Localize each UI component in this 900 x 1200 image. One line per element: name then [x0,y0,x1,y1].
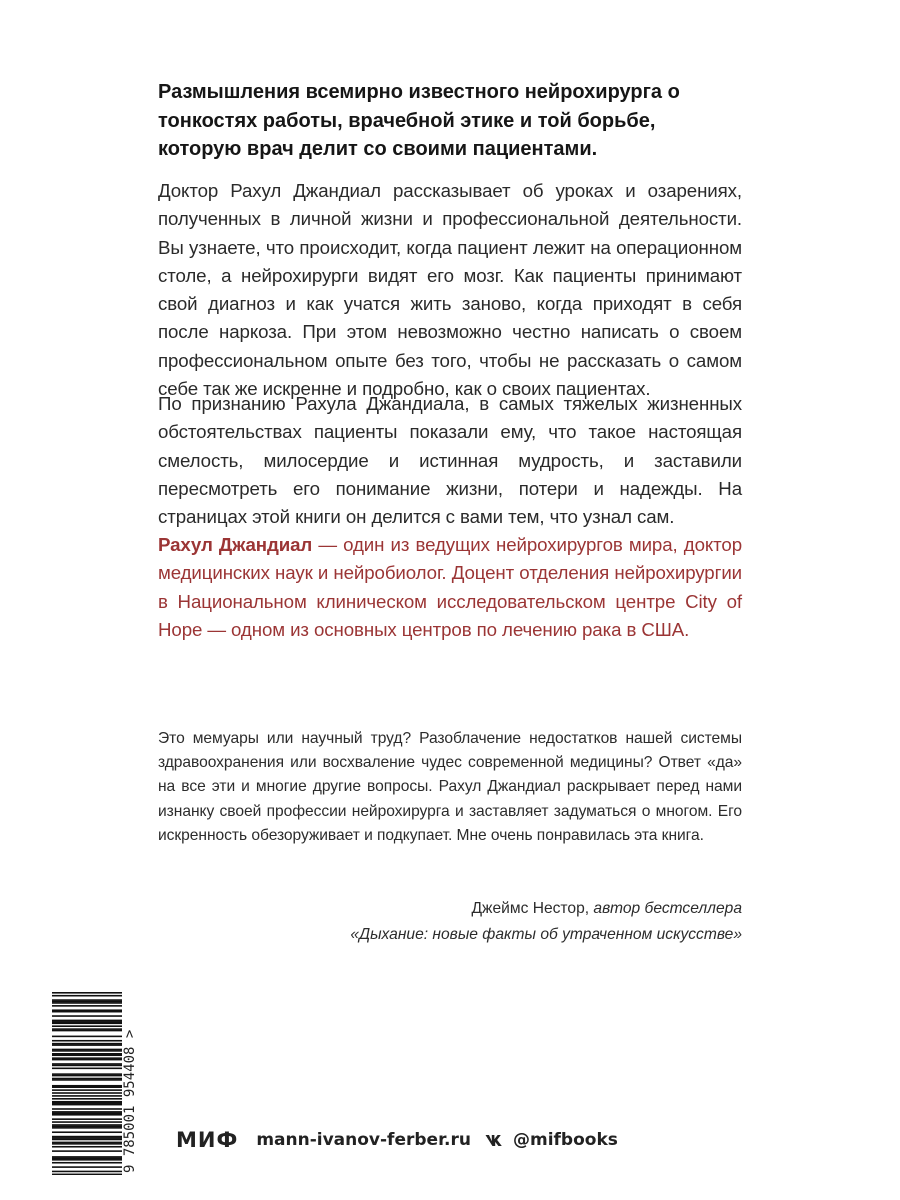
barcode-bar [52,1146,122,1148]
barcode-bar [52,1089,122,1091]
barcode-bar [52,1049,122,1051]
barcode-bar [52,1015,122,1017]
barcode-bar [52,1009,122,1011]
barcode-bar [52,1166,122,1168]
barcode-bar [52,1127,122,1129]
lead-paragraph: Размышления всемирно известного нейрохирурга о тонкостях работы, врачебной этике и той борьбе, которую врач делит со своими пациентами. [158,81,680,160]
barcode-digits: 9 785001 954408 > [122,1029,138,1173]
barcode-bar [52,1023,122,1025]
barcode-bar [52,1101,122,1103]
barcode-bar [52,1150,122,1152]
barcode-bar [52,1159,122,1161]
barcode-bar [52,1028,122,1030]
barcode-bar [52,1054,122,1056]
barcode-bar [52,1111,122,1113]
barcode-bar [52,1068,122,1070]
barcode-bar [52,999,122,1001]
author-bio-text: — один из ведущих нейрохирургов мира, доктор медицинских наук и нейробиолог. Доцент отделения нейрохирургии в Национальном клиническом исследовательском центре City of Hope — одном из основных центров по лечению рака в США. [158,534,742,640]
barcode-bar [52,1162,122,1164]
barcode-bar [52,1053,122,1055]
barcode-bar [52,1126,122,1128]
publisher-website[interactable]: mann-ivanov-ferber.ru [256,1130,471,1150]
barcode-bar [52,1143,122,1145]
barcode-bar [52,1092,122,1094]
social-handle[interactable]: @mifbooks [512,1130,618,1150]
barcode-bar [52,1011,122,1013]
vk-icon[interactable] [485,1134,505,1147]
barcode-bar [52,1114,122,1116]
barcode-icon [50,990,140,1175]
barcode-bar [52,1171,122,1173]
barcode-bar [52,1030,122,1032]
publisher-logo: МИФ [176,1128,239,1152]
barcode-bar [52,1040,122,1042]
barcode-bar [52,1002,122,1004]
barcode-bar [52,1174,122,1175]
barcode-bar [52,1156,122,1158]
reviewer-role: автор бестселлера [593,900,742,917]
barcode-bar [52,1036,122,1038]
barcode-bar [52,1005,122,1007]
barcode-bar [52,1085,122,1087]
barcode-bar [52,1124,122,1126]
barcode-bar [52,1050,122,1052]
barcode-bar [52,1079,122,1081]
barcode-bar [52,1044,122,1046]
barcode-bar [52,995,122,997]
author-name: Рахул Джандиал [158,534,313,555]
review-quote: Это мемуары или научный труд? Разоблачение недостатков нашей системы здравоохранения или восхваление чудес современной медицины? Ответ «да» на все эти и многие другие вопросы. Рахул Джандиал раскрывает перед нами изнанку своей профессии нейрохирурга и заставляет задуматься о многом. Его искренность обезоруживает и подкупает. Мне очень понравилась эта книга. [158,730,742,844]
reviewer-book-title: «Дыхание: новые факты об утраченном искусстве» [350,925,742,943]
barcode-bar [52,1001,122,1003]
barcode-bar [52,1043,122,1045]
barcode-bar [52,1139,122,1141]
barcode-bar [52,1021,122,1023]
description-paragraph-1: Доктор Рахул Джандиал рассказывает об уроках и озарениях, полученных в личной жизни и профессиональной деятельности. Вы узнаете, что происходит, когда пациент лежит на операционном столе, а нейрохирурги видят его мозг. Как пациенты принимают свой диагноз и как учатся жить заново, когда приходят в себя после наркоза. При этом невозможно честно написать о своем профессиональном опыте без того, чтобы не рассказать о самом себе так же искренне и подробно, как о своих пациентах. [158,180,742,400]
barcode-bar [52,1025,122,1027]
review-attribution [350,896,742,947]
barcode-bar [52,1086,122,1088]
barcode-bar [52,1073,122,1075]
barcode-bar [52,1121,122,1123]
barcode-bar [52,1118,122,1120]
barcode-bar [52,1098,122,1100]
barcode-bar [52,1131,122,1133]
barcode-bar [52,1020,122,1022]
barcode-bar [52,1137,122,1139]
isbn-barcode [50,990,140,1175]
barcode-bar [52,1136,122,1138]
barcode-bar [52,1142,122,1144]
barcode-bar [52,1063,122,1065]
barcode-bar [52,1113,122,1115]
publisher-footer [176,1124,618,1156]
author-bio [158,531,742,644]
barcode-bar [52,1057,122,1059]
barcode-bar [52,1108,122,1110]
reviewer-name: Джеймс Нестор, [471,900,590,917]
barcode-bar [52,1095,122,1097]
description-paragraph-2: По признанию Рахула Джандиала, в самых тяжелых жизненных обстоятельствах пациенты показали ему, что такое настоящая смелость, милосердие и истинная мудрость, и заставили пересмотреть его понимание жизни, потери и надежды. На страницах этой книги он делится с вами тем, что узнал сам. [158,393,742,528]
barcode-bar [52,1158,122,1160]
barcode-bar [52,1075,122,1077]
barcode-bar [52,1059,122,1061]
barcode-bar [52,1065,122,1067]
barcode-bar [52,992,122,994]
barcode-bar [52,1104,122,1106]
barcode-bar [52,1102,122,1104]
barcode-bar [52,1078,122,1080]
